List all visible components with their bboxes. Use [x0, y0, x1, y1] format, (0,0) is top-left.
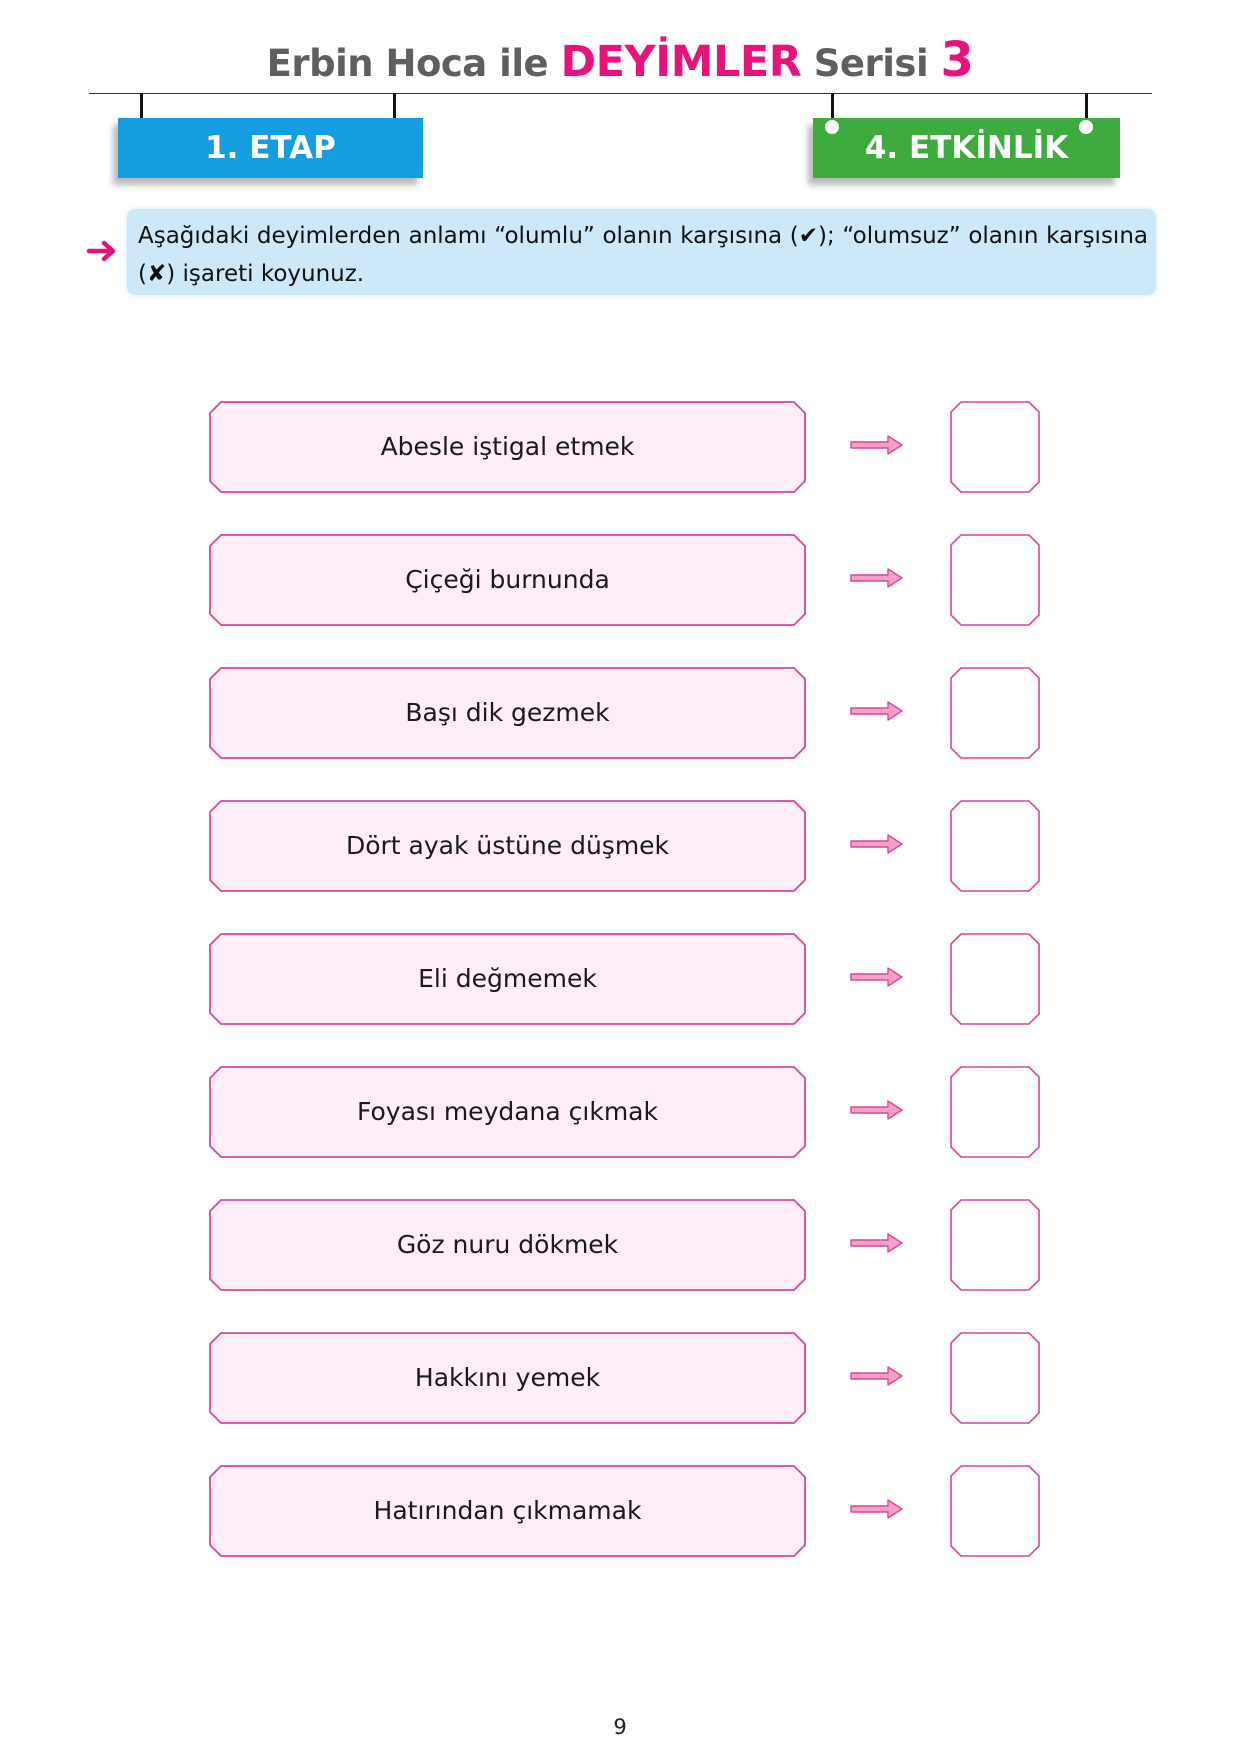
answer-box[interactable]	[950, 534, 1040, 626]
page-title	[0, 28, 1240, 92]
idiom-card	[209, 534, 806, 626]
idiom-text: Foyası meydana çıkmak	[357, 1097, 658, 1126]
pointing-arrow-icon	[848, 1497, 905, 1521]
answer-box[interactable]	[950, 1066, 1040, 1158]
idiom-card	[209, 1332, 806, 1424]
answer-box[interactable]	[950, 667, 1040, 759]
idiom-card	[209, 1066, 806, 1158]
answer-box[interactable]	[950, 401, 1040, 493]
idiom-card	[209, 933, 806, 1025]
idiom-text: Çiçeği burnunda	[405, 565, 610, 594]
idiom-text: Hakkını yemek	[414, 1363, 601, 1392]
idiom-row	[0, 800, 1240, 892]
header-divider	[89, 93, 1152, 94]
answer-box[interactable]	[950, 1332, 1040, 1424]
idiom-row	[0, 1465, 1240, 1557]
hanger-line	[1085, 93, 1088, 118]
etkinlik-banner: 4. ETKİNLİK	[813, 118, 1120, 178]
title-deyimler: DEYİMLER	[560, 37, 802, 87]
idiom-text: Başı dik gezmek	[405, 698, 610, 727]
hanger-dot	[1079, 120, 1093, 134]
hanger-line	[393, 93, 396, 118]
idiom-card	[209, 800, 806, 892]
pointing-arrow-icon	[848, 1364, 905, 1388]
idiom-card	[209, 1199, 806, 1291]
hanger-line	[140, 93, 143, 118]
idiom-text: Dört ayak üstüne düşmek	[345, 831, 670, 860]
pointing-arrow-icon	[848, 1231, 905, 1255]
hanger-line	[831, 93, 834, 118]
idiom-text: Eli değmemek	[418, 964, 597, 993]
pointing-arrow-icon	[848, 699, 905, 723]
idiom-card	[209, 1465, 806, 1557]
idiom-card	[209, 667, 806, 759]
instruction-text: Aşağıdaki deyimlerden anlamı “olumlu” olanın karşısına (✔); “olumsuz” olanın karşısına (✘) işareti koyunuz.	[138, 223, 1148, 287]
idiom-row	[0, 933, 1240, 1025]
idiom-row	[0, 1066, 1240, 1158]
pointing-arrow-icon	[848, 566, 905, 590]
idiom-row	[0, 667, 1240, 759]
idiom-row	[0, 1199, 1240, 1291]
pointing-arrow-icon	[848, 832, 905, 856]
idiom-text: Hatırından çıkmamak	[373, 1496, 642, 1525]
instruction-arrow-icon	[86, 238, 120, 264]
title-series-number: 3	[940, 32, 974, 88]
idiom-text: Göz nuru dökmek	[396, 1230, 619, 1259]
idiom-row	[0, 1332, 1240, 1424]
answer-box[interactable]	[950, 800, 1040, 892]
instruction-box	[127, 209, 1156, 295]
page-number: 9	[613, 1715, 627, 1739]
pointing-arrow-icon	[848, 965, 905, 989]
pointing-arrow-icon	[848, 433, 905, 457]
answer-box[interactable]	[950, 1465, 1040, 1557]
title-part-1: Erbin Hoca ile	[266, 42, 561, 85]
idiom-card	[209, 401, 806, 493]
etap-banner: 1. ETAP	[118, 118, 423, 178]
answer-box[interactable]	[950, 1199, 1040, 1291]
title-part-3: Serisi	[801, 42, 941, 85]
hanger-dot	[825, 120, 839, 134]
answer-box[interactable]	[950, 933, 1040, 1025]
idiom-row	[0, 534, 1240, 626]
idiom-text: Abesle iştigal etmek	[380, 432, 635, 461]
idiom-row	[0, 401, 1240, 493]
pointing-arrow-icon	[848, 1098, 905, 1122]
